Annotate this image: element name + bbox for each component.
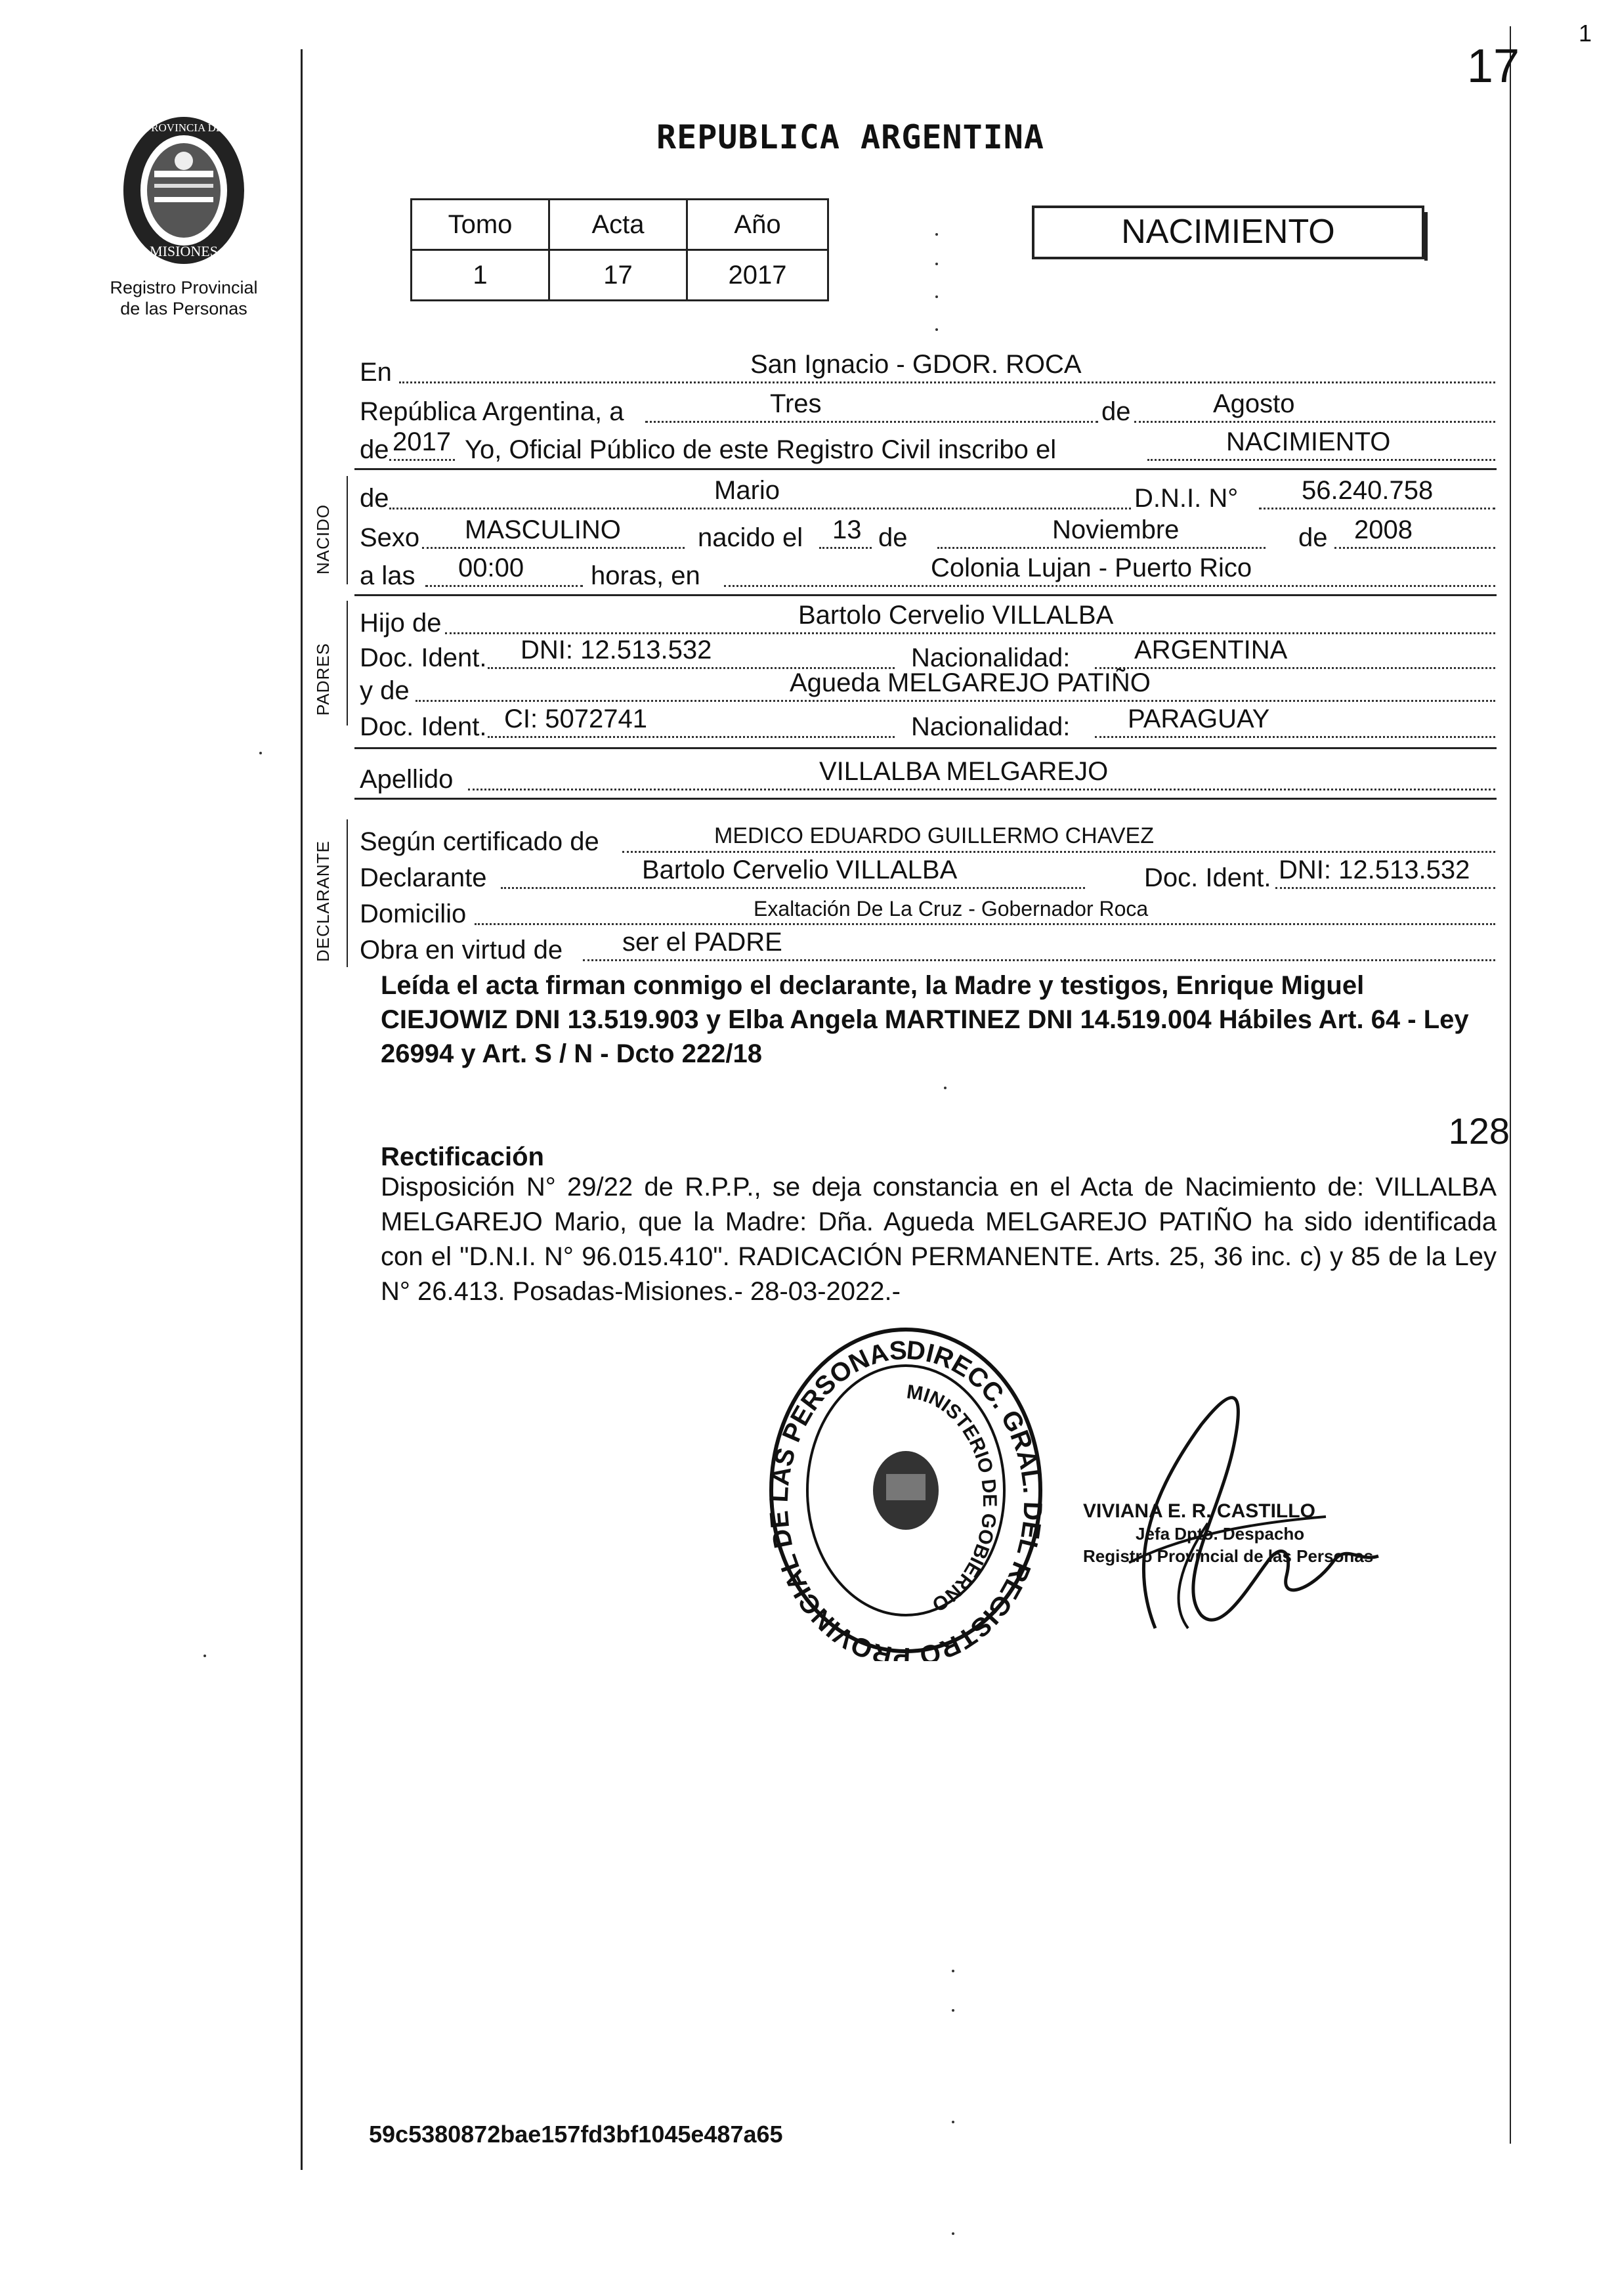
value-obra: ser el PADRE <box>622 928 782 957</box>
signer-position: Jefa Dpto. Despacho <box>1136 1524 1305 1544</box>
meta-value-acta: 17 <box>549 250 687 301</box>
dotted-leader <box>724 585 1495 587</box>
row-y-de <box>360 666 1495 706</box>
value-domicilio: Exaltación De La Cruz - Gobernador Roca <box>754 897 1149 921</box>
section-bar <box>347 819 348 967</box>
meta-header-acta: Acta <box>549 200 687 250</box>
signer-office: Registro Provincial de las Personas <box>1083 1546 1374 1566</box>
label-doc-ident: Doc. Ident. <box>360 643 487 672</box>
value-inscribo: NACIMIENTO <box>1226 427 1391 456</box>
row-obra <box>360 926 1495 965</box>
value-padre-nac: ARGENTINA <box>1134 636 1288 664</box>
meta-value-ano: 2017 <box>687 250 828 301</box>
tomo-acta-ano-table <box>410 198 829 301</box>
right-margin-line <box>1510 26 1511 2144</box>
row-hora <box>360 552 1495 591</box>
label-de3: de <box>360 484 389 513</box>
section-label-padres: PADRES <box>313 643 333 716</box>
value-declarante: Bartolo Cervelio VILLALBA <box>642 856 958 884</box>
rectification-body: Disposición N° 29/22 de R.P.P., se deja constancia en el Acta de Nacimiento de: VILLALBA MELGAREJO Mario, que la Madre: Dña. Agueda MELGAREJO PATIÑO ha sido identificada con el "D.N.I. N° 96.015.410". RADICACIÓN PERMANENTE. Arts. 25, 36 inc. c) y 85 de la Ley N° 26.413. Posadas-Misiones.- 28-03-2022.- <box>381 1173 1497 1306</box>
row-declarante <box>360 854 1495 893</box>
logo-ring-bottom: MISIONES <box>150 243 218 259</box>
value-dni: 56.240.758 <box>1302 476 1434 505</box>
dotted-leader <box>488 736 895 738</box>
label-a-las: a las <box>360 561 415 590</box>
label-domicilio: Domicilio <box>360 899 467 928</box>
dotted-leader <box>425 585 583 587</box>
value-name: Mario <box>714 476 780 505</box>
scan-speck <box>952 2232 954 2235</box>
corner-mark: 1 <box>1578 20 1592 47</box>
row-segun <box>360 817 1495 857</box>
value-hora: 00:00 <box>458 553 524 582</box>
section-label-declarante: DECLARANTE <box>313 840 333 962</box>
label-nacionalidad: Nacionalidad: <box>911 643 1071 672</box>
value-month: Agosto <box>1213 389 1295 418</box>
section-divider <box>354 798 1497 800</box>
row-republica <box>360 387 1495 427</box>
value-sexo: MASCULINO <box>465 515 621 544</box>
scan-speck <box>952 2121 954 2123</box>
label-apellido: Apellido <box>360 765 454 794</box>
label-declarante: Declarante <box>360 863 487 892</box>
label-yo: Yo, Oficial Público de este Registro Civil inscribo el <box>465 435 1057 464</box>
value-lugar: Colonia Lujan - Puerto Rico <box>931 553 1252 582</box>
label-de2: de <box>360 435 389 464</box>
logo-caption-line2: de las Personas <box>120 299 247 318</box>
row-inscribo <box>360 425 1495 465</box>
value-birth-day: 13 <box>832 515 862 544</box>
value-day: Tres <box>770 389 822 418</box>
provincia-misiones-emblem-icon <box>118 112 249 269</box>
value-madre-doc: CI: 5072741 <box>504 704 647 733</box>
dotted-leader <box>1095 736 1495 738</box>
value-padre-doc: DNI: 12.513.532 <box>521 636 712 664</box>
value-apellido: VILLALBA MELGAREJO <box>819 757 1109 786</box>
label-nacionalidad2: Nacionalidad: <box>911 712 1071 741</box>
dotted-leader <box>819 547 872 549</box>
section-divider <box>354 747 1497 749</box>
value-madre-nac: PARAGUAY <box>1128 704 1270 733</box>
dotted-leader <box>1275 887 1495 889</box>
scan-speck <box>952 1970 954 1972</box>
dotted-leader <box>1259 508 1495 509</box>
scan-speck <box>935 328 938 331</box>
scan-speck <box>935 233 938 236</box>
meta-header-tomo: Tomo <box>412 200 549 250</box>
value-declarante-doc: DNI: 12.513.532 <box>1279 856 1470 884</box>
leida-statement: Leída el acta firman conmigo el declarante, la Madre y testigos, Enrique Miguel CIEJOWIZ DNI 13.519.903 y Elba Angela MARTINEZ DNI 14.519.004 Hábiles Art. 64 - Ley 26994 y Art. S / N - Dcto 222/18 <box>381 971 1469 1068</box>
page-number: 17 <box>1466 40 1520 93</box>
scan-speck <box>935 295 938 298</box>
document-hash: 59c5380872bae157fd3bf1045e487a65 <box>369 2121 783 2148</box>
row-hijo-de <box>360 599 1495 638</box>
logo-caption-line1: Registro Provincial <box>110 278 258 297</box>
section-divider <box>354 594 1497 596</box>
dotted-leader <box>645 421 1098 423</box>
section-divider <box>354 468 1497 470</box>
logo-ring-top: PROVINCIA DE <box>144 121 223 134</box>
label-republica: República Argentina, a <box>360 397 624 426</box>
label-sexo: Sexo <box>360 523 420 552</box>
label-horas-en: horas, en <box>591 561 700 590</box>
dotted-leader <box>415 700 1495 702</box>
row-domicilio <box>360 890 1495 929</box>
meta-value-tomo: 1 <box>412 250 549 301</box>
rectification-title: Rectificación <box>381 1142 544 1171</box>
dotted-leader <box>1147 459 1495 461</box>
dotted-leader <box>422 547 685 549</box>
document-type-box: NACIMIENTO <box>1032 206 1424 259</box>
scan-speck <box>259 752 262 754</box>
dotted-leader <box>468 789 1495 791</box>
value-birth-month: Noviembre <box>1052 515 1180 544</box>
dotted-leader <box>622 851 1495 853</box>
dotted-leader <box>389 459 455 461</box>
dotted-leader <box>501 887 1085 889</box>
dotted-leader <box>1134 421 1495 423</box>
official-seal <box>761 1320 1050 1664</box>
section-bar <box>347 476 348 584</box>
label-en: En <box>360 358 392 387</box>
value-birth-year: 2008 <box>1354 515 1413 544</box>
label-dni: D.N.I. N° <box>1134 484 1239 513</box>
row-en <box>360 348 1495 387</box>
row-sexo <box>360 513 1495 553</box>
label-doc-ident2: Doc. Ident. <box>360 712 487 741</box>
row-apellido <box>360 755 1495 794</box>
value-madre: Agueda MELGAREJO PATIÑO <box>790 668 1151 697</box>
dotted-leader <box>937 547 1266 549</box>
seal-inner-text: MINISTERIO DE GOBIERNO <box>905 1381 1001 1616</box>
label-obra: Obra en virtud de <box>360 936 563 964</box>
label-doc-ident3: Doc. Ident. <box>1144 863 1271 892</box>
value-en: San Ignacio - GDOR. ROCA <box>750 350 1082 379</box>
rectification-number: 128 <box>1448 1110 1510 1152</box>
label-nacido-el: nacido el <box>698 523 803 552</box>
dotted-leader <box>475 923 1495 925</box>
signer-name: VIVIANA E. R. CASTILLO <box>1083 1500 1315 1522</box>
value-segun: MEDICO EDUARDO GUILLERMO CHAVEZ <box>714 823 1155 848</box>
scan-speck <box>203 1655 206 1657</box>
label-y-de: y de <box>360 676 410 705</box>
label-hijo-de: Hijo de <box>360 609 442 638</box>
row-madre-doc <box>360 703 1495 742</box>
scan-speck <box>935 263 938 265</box>
value-padre: Bartolo Cervelio VILLALBA <box>798 601 1114 630</box>
seal-outer-text: DIRECC. GRAL. DEL REGISTRO PROVINCIAL DE LAS PERSONAS <box>764 1335 1048 1661</box>
signer-block <box>1083 1500 1373 1567</box>
row-name <box>360 474 1495 513</box>
dotted-leader <box>583 959 1495 961</box>
label-de: de <box>1101 397 1131 426</box>
dotted-leader <box>389 508 1131 509</box>
document-title: REPUBLICA ARGENTINA <box>656 118 1044 156</box>
scan-speck <box>952 2009 954 2012</box>
label-segun: Según certificado de <box>360 827 599 856</box>
label-de4: de <box>878 523 908 552</box>
left-margin-line <box>301 49 303 2170</box>
section-label-nacido: NACIDO <box>313 504 333 574</box>
registry-logo <box>98 112 269 319</box>
value-year: 2017 <box>393 427 451 456</box>
seal-stamp-icon <box>761 1320 1050 1661</box>
scan-speck <box>944 1087 947 1089</box>
dotted-leader <box>1334 547 1495 549</box>
meta-header-ano: Año <box>687 200 828 250</box>
dotted-leader <box>399 381 1495 383</box>
label-de5: de <box>1298 523 1328 552</box>
section-bar <box>347 601 348 726</box>
